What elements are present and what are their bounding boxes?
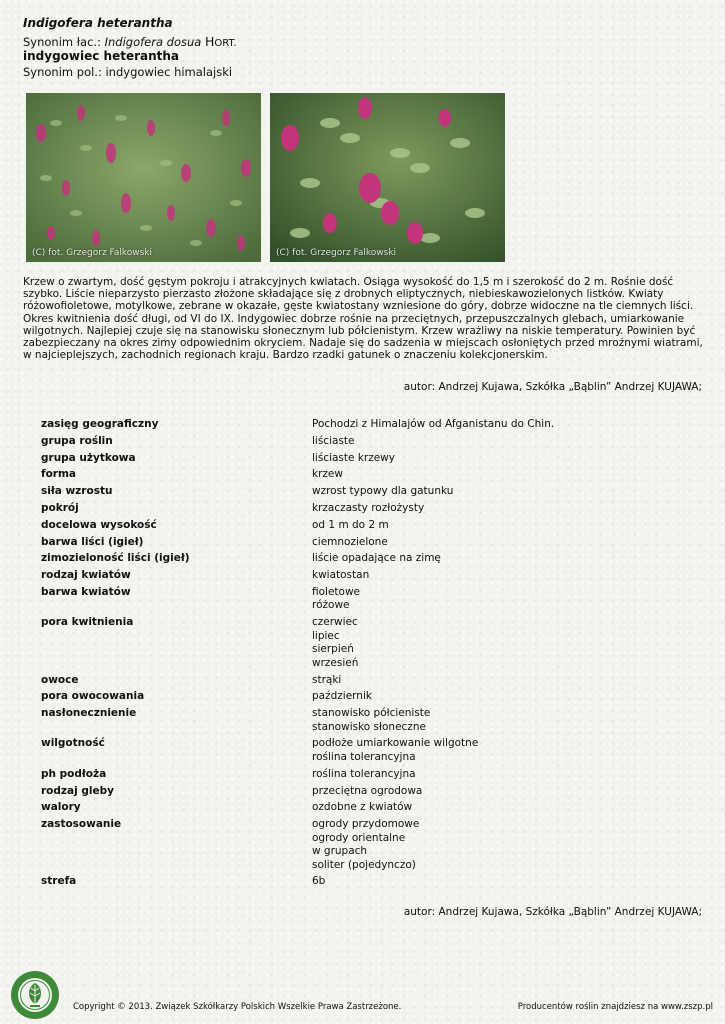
property-value: stanowisko słoneczne — [312, 720, 426, 733]
property-values — [312, 452, 681, 466]
property-value: soliter (pojedynczo) — [312, 858, 416, 871]
property-value: liście opadające na zimę — [312, 552, 441, 565]
property-label: forma — [41, 468, 76, 481]
property-label: barwa liści (igieł) — [41, 535, 144, 548]
property-row — [41, 674, 681, 688]
property-values — [312, 690, 681, 704]
property-label: strefa — [41, 875, 77, 888]
property-row — [41, 707, 681, 734]
property-values — [312, 737, 681, 764]
author-credit-bottom: autor: Andrzej Kujawa, Szkółka „Bąblin” Andrzej KUJAWA; — [403, 906, 702, 918]
property-row — [41, 552, 681, 566]
property-values — [312, 502, 681, 516]
plant-photo-2 — [270, 93, 505, 262]
property-value: stanowisko półcieniste — [312, 707, 431, 720]
property-value: lipiec — [312, 629, 340, 642]
property-value: przeciętna ogrodowa — [312, 784, 423, 797]
property-value: październik — [312, 690, 372, 703]
photo-1-credit: (C) fot. Grzegorz Falkowski — [32, 248, 153, 258]
plant-photo-1 — [26, 93, 261, 262]
property-value: wrzesień — [312, 656, 359, 669]
latin-synonym-name: Indigofera dosua — [104, 35, 202, 49]
property-value: strąki — [312, 673, 342, 686]
property-label: zasięg geograficzny — [41, 418, 159, 430]
property-row — [41, 452, 681, 466]
property-label: grupa użytkowa — [41, 451, 136, 464]
property-value: różowe — [312, 599, 350, 612]
property-value: ogrody orientalne — [312, 831, 406, 844]
property-row — [41, 435, 681, 449]
property-row — [41, 818, 681, 872]
property-label: ph podłoża — [41, 767, 107, 780]
property-values — [312, 519, 681, 533]
property-values — [312, 435, 681, 449]
producers-link[interactable]: Producentów roślin znajdziesz na www.zszp.pl — [517, 1002, 713, 1012]
property-value: Pochodzi z Himalajów od Afganistanu do Chin. — [312, 418, 555, 430]
photo-2-credit: (C) fot. Grzegorz Falkowski — [276, 248, 397, 258]
property-label: grupa roślin — [41, 434, 113, 447]
property-value: ozdobne z kwiatów — [312, 801, 413, 814]
property-label: siła wzrostu — [41, 485, 113, 498]
property-row — [41, 418, 681, 432]
property-values — [312, 818, 681, 872]
polish-synonym: Synonim pol.: indygowiec himalajski — [23, 65, 233, 79]
property-values — [312, 785, 681, 799]
property-value: krzaczasty rozłożysty — [312, 501, 425, 514]
latin-synonym-author-initial: H — [205, 34, 215, 49]
property-row — [41, 690, 681, 704]
property-label: owoce — [41, 673, 79, 686]
property-values — [312, 768, 681, 782]
property-value: fioletowe — [312, 585, 361, 598]
property-values — [312, 586, 681, 613]
property-values — [312, 875, 681, 889]
property-value: ogrody przydomowe — [312, 818, 420, 831]
property-label: nasłonecznienie — [41, 707, 137, 720]
property-value: liściaste — [312, 434, 355, 447]
property-label: pora kwitnienia — [41, 616, 134, 629]
property-value: 6b — [312, 875, 326, 888]
property-row — [41, 801, 681, 815]
property-row — [41, 536, 681, 550]
property-label: docelowa wysokość — [41, 518, 157, 531]
properties-table — [41, 418, 681, 892]
property-row — [41, 485, 681, 499]
property-row — [41, 737, 681, 764]
property-value: w grupach — [312, 845, 368, 858]
property-values — [312, 418, 681, 432]
property-values — [312, 552, 681, 566]
property-label: wilgotność — [41, 737, 105, 750]
property-values — [312, 485, 681, 499]
latin-synonym-author: ORT. — [214, 38, 237, 49]
property-row — [41, 785, 681, 799]
property-value: ciemnozielone — [312, 535, 388, 548]
property-row — [41, 616, 681, 670]
latin-name: Indigofera heterantha — [23, 16, 173, 30]
association-logo-icon — [10, 970, 60, 1020]
property-row — [41, 468, 681, 482]
property-row — [41, 768, 681, 782]
plant-description: Krzew o zwartym, dość gęstym pokroju i atrakcyjnych kwiatach. Osiąga wysokość do 1,5 m i szerokość do 2 m. Rośnie dość szybko. Liście nieparzysto pierzasto złożone składające się z drobnych eliptycznych, niebieskawozielonych listków. Kwiaty różowofioletowe, motylkowe, zebrane w okazałe, gęste kwiatostany wzniesione do góry, dobrze widoczne na tle ciemnych liści. Okres kwitnienia dość długi, od VI do IX. Indygowiec dobrze rośnie na przeciętnych, przepuszczalnych glebach, umiarkowanie wilgotnych. Najlepiej czuje się na stanowisku słonecznym lub półcienistym. Krzew wrażliwy na niskie temperatury. Powinien być zabezpieczany na okres zimy odpowiednim okryciem. Nadaje się do sadzenia w miejscach osłoniętych przed mroźnymi wiatrami, w najcieplejszych, zachodnich regionach kraju. Bardzo rzadki gatunek o znaczeniu kolekcjonerskim. — [23, 276, 703, 362]
property-value: podłoże umiarkowanie wilgotne — [312, 737, 479, 750]
property-values — [312, 468, 681, 482]
property-label: zimozieloność liści (igieł) — [41, 552, 190, 565]
property-values — [312, 616, 681, 670]
property-value: roślina tolerancyjna — [312, 750, 416, 763]
property-value: czerwiec — [312, 616, 358, 629]
property-label: barwa kwiatów — [41, 585, 131, 598]
property-label: pokrój — [41, 501, 79, 514]
property-row — [41, 586, 681, 613]
property-value: kwiatostan — [312, 569, 370, 582]
property-label: walory — [41, 801, 81, 814]
property-row — [41, 502, 681, 516]
property-value: krzew — [312, 468, 343, 481]
property-row — [41, 519, 681, 533]
property-label: rodzaj gleby — [41, 784, 114, 797]
copyright-notice: Copyright © 2013. Związek Szkółkarzy Polskich Wszelkie Prawa Zastrzeżone. — [73, 1002, 402, 1012]
property-value: roślina tolerancyjna — [312, 767, 416, 780]
property-row — [41, 569, 681, 583]
latin-synonym — [23, 34, 237, 49]
property-value: liściaste krzewy — [312, 451, 395, 464]
property-values — [312, 674, 681, 688]
property-value: od 1 m do 2 m — [312, 518, 389, 531]
polish-name: indygowiec heterantha — [23, 49, 180, 63]
property-value: wzrost typowy dla gatunku — [312, 485, 454, 498]
property-values — [312, 801, 681, 815]
author-credit-top: autor: Andrzej Kujawa, Szkółka „Bąblin” Andrzej KUJAWA; — [403, 381, 702, 393]
property-label: rodzaj kwiatów — [41, 569, 131, 582]
property-values — [312, 536, 681, 550]
latin-synonym-prefix: Synonim łac.: — [23, 35, 105, 49]
property-label: pora owocowania — [41, 690, 145, 703]
property-values — [312, 707, 681, 734]
property-label: zastosowanie — [41, 818, 122, 831]
property-row — [41, 875, 681, 889]
property-values — [312, 569, 681, 583]
property-value: sierpień — [312, 643, 354, 656]
